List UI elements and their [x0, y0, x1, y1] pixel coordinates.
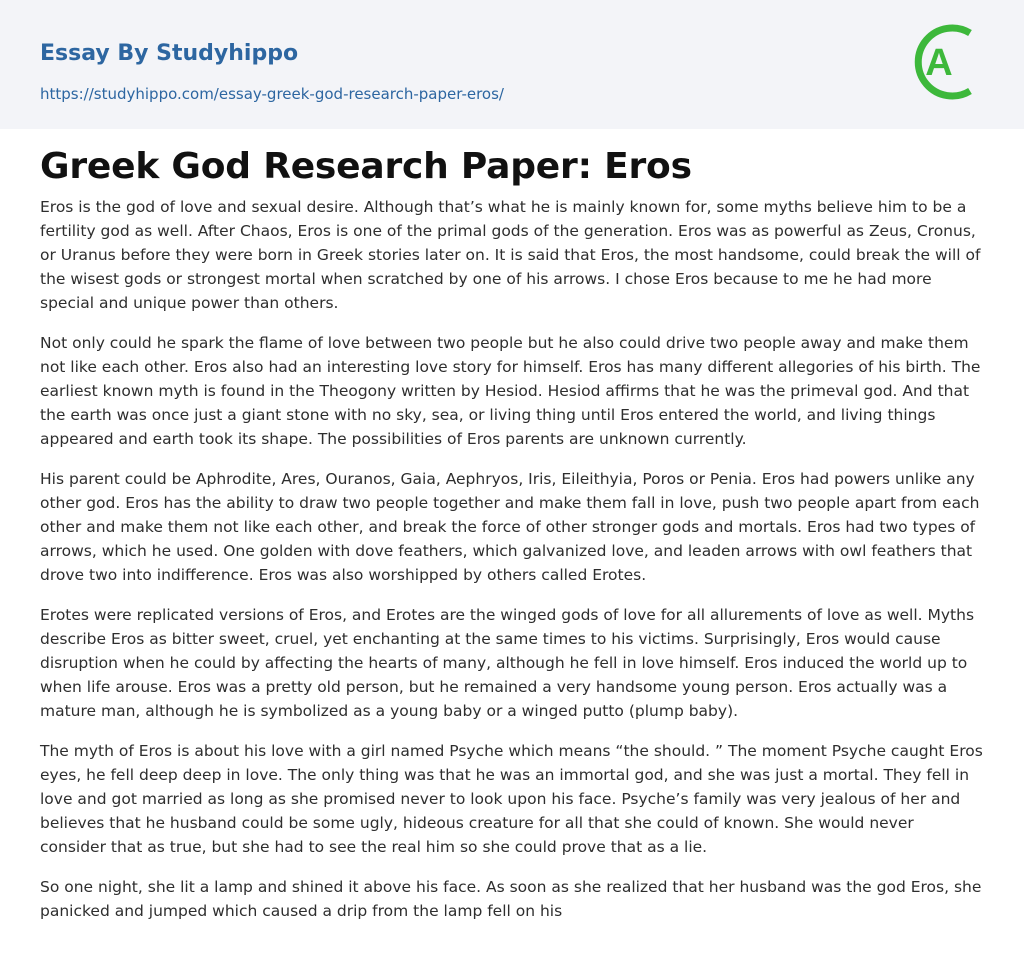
site-brand[interactable]: Essay By Studyhippo: [40, 41, 299, 66]
essay-paragraph: The myth of Eros is about his love with a girl named Psyche which means “the should. ” The moment Psyche caught Eros eyes, he fell deep deep in love. The only thing was that he was an immortal god, and she was just a mortal. They fell in love and got married as long as she promised never to look upon his face. Psyche’s family was very jealous of her and believes that he husband could be some ugly, hideous creature for all that she could of known. She would never consider that as true, but she had to see the real him so she could prove that as a lie.: [40, 742, 983, 856]
site-header: [0, 0, 1024, 129]
essay-paragraph: So one night, she lit a lamp and shined it above his face. As soon as she realized that her husband was the god Eros, she panicked and jumped which caused a drip from the lamp fell on his: [40, 878, 982, 920]
essay-paragraph: Eros is the god of love and sexual desire. Although that’s what he is mainly known for, some myths believe him to be a fertility god as well. After Chaos, Eros is one of the primal gods of the generation. Eros was as powerful as Zeus, Cronus, or Uranus before they were born in Greek stories later on. It is said that Eros, the most handsome, could break the will of the wisest gods or strongest mortal when scratched by one of his arrows. I chose Eros because to me he had more special and unique power than others.: [40, 198, 981, 312]
essay-body: [40, 195, 984, 939]
essay-paragraph: Erotes were replicated versions of Eros, and Erotes are the winged gods of love for all allurements of love as well. Myths describe Eros as bitter sweet, cruel, yet enchanting at the same times to his victims. Surprisingly, Eros would cause disruption when he could by affecting the hearts of many, although he fell in love himself. Eros induced the world up to when life arouse. Eros was a pretty old person, but he remained a very handsome young person. Eros actually was a mature man, although he is symbolized as a young baby or a winged putto (plump baby).: [40, 606, 975, 720]
essay-paragraph: Not only could he spark the flame of love between two people but he also could drive two people away and make them not like each other. Eros also had an interesting love story for himself. Eros has many different allegories of his birth. The earliest known myth is found in the Theogony written by Hesiod. Hesiod affirms that he was the primeval god. And that the earth was once just a giant stone with no sky, sea, or living thing until Eros entered the world, and living things appeared and earth took its shape. The possibilities of Eros parents are unknown currently.: [40, 334, 981, 448]
essay-paragraph: His parent could be Aphrodite, Ares, Ouranos, Gaia, Aephryos, Iris, Eileithyia, Poros or Penia. Eros had powers unlike any other god. Eros has the ability to draw two people together and make them fall in love, push two people apart from each other and make them not like each other, and break the force of other stronger gods and mortals. Eros had two types of arrows, which he used. One golden with dove feathers, which galvanized love, and leaden arrows with owl feathers that drove two into indifference. Eros was also worshipped by others called Erotes.: [40, 470, 980, 584]
essay-title: Greek God Research Paper: Eros: [40, 146, 692, 187]
logo-letter: A: [925, 42, 953, 84]
source-url-link[interactable]: https://studyhippo.com/essay-greek-god-research-paper-eros/: [40, 85, 504, 103]
studyhippo-logo-icon[interactable]: [912, 19, 986, 105]
